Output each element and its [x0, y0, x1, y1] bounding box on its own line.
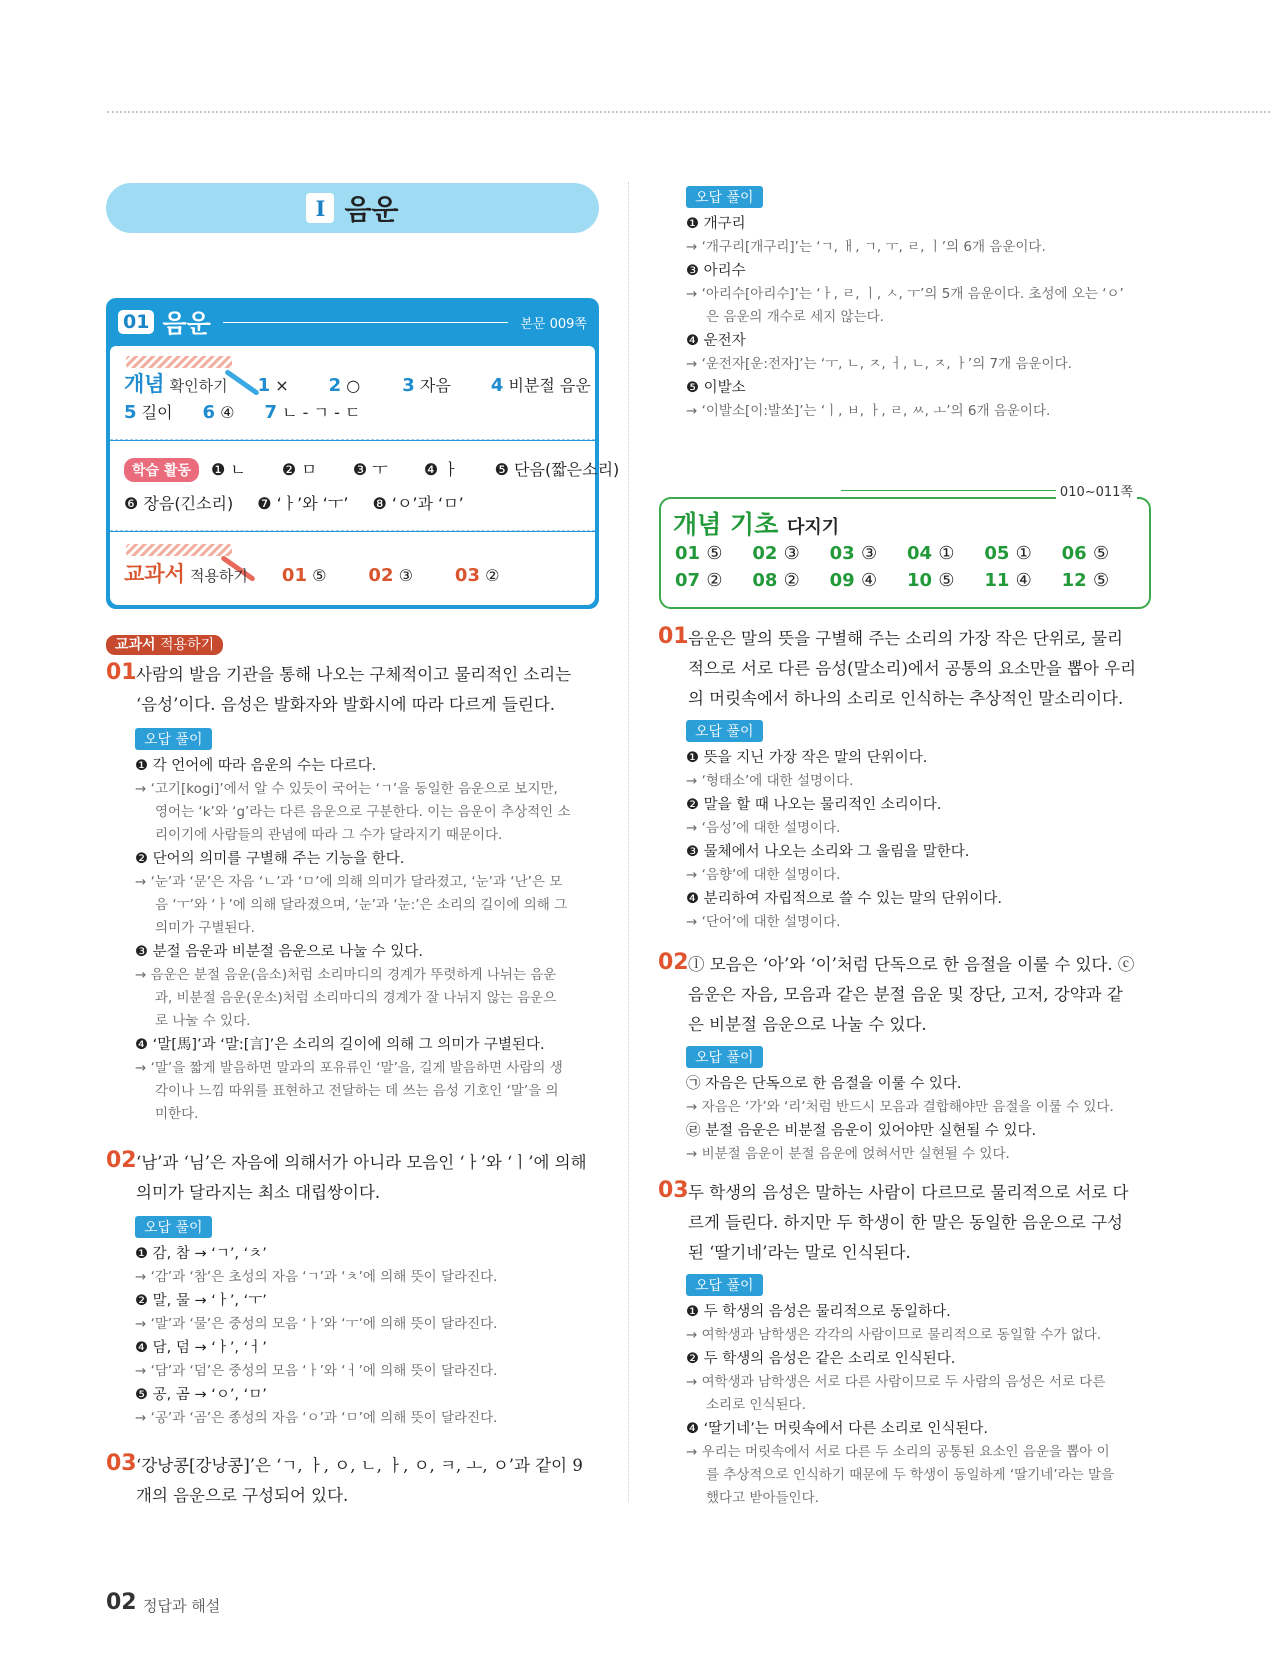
question-number: 02 — [658, 950, 689, 975]
question-text — [688, 624, 1153, 714]
answer-value: ⑤ — [706, 543, 723, 564]
wrong-answer-label: 오답 풀이 — [686, 1046, 763, 1068]
answer-number: 3 — [402, 375, 415, 396]
explanation-line: → ‘이발소[이:발쏘]’는 ‘ㅣ, ㅂ, ㅏ, ㄹ, ㅆ, ㅗ’의 6개 음운이다. — [686, 403, 1051, 419]
answer-number: 10 — [907, 570, 933, 591]
answer-number: 07 — [675, 570, 701, 591]
wrong-answer-label: 오답 풀이 — [686, 186, 763, 208]
text-line: 두 학생의 음성은 말하는 사람이 다르므로 물리적으로 서로 다 — [688, 1183, 1129, 1202]
explanation-line: → ‘운전자[운:전자]’는 ‘ㅜ, ㄴ, ㅈ, ㅓ, ㄴ, ㅈ, ㅏ’의 7개 음운이다. — [686, 356, 1072, 372]
answer-value: ① — [938, 543, 955, 564]
concept-check-row-1 — [124, 368, 591, 398]
answer-value: ‘ㅏ’와 ‘ㅜ’ — [276, 494, 349, 513]
answer-number: 1 — [257, 375, 271, 396]
answer-value: ⑤ — [1093, 543, 1110, 564]
explanation-line: → ‘감’과 ‘참’은 초성의 자음 ‘ㄱ’과 ‘ㅊ’에 의해 뜻이 달라진다. — [135, 1269, 498, 1285]
explanation-line: → ‘말’과 ‘물’은 중성의 모음 ‘ㅏ’와 ‘ㅜ’에 의해 뜻이 달라진다. — [135, 1316, 498, 1332]
footer-title: 정답과 해설 — [143, 1597, 221, 1615]
activity-row-2 — [124, 491, 464, 514]
explanation-line: → ‘고기[kogi]’에서 알 수 있듯이 국어는 ‘ㄱ’을 동일한 음운으로 보지만, — [135, 781, 558, 797]
answer-number: 01 — [675, 543, 701, 564]
badge-label: 교과서 — [115, 637, 156, 653]
text-line: 개의 음운으로 구성되어 있다. — [136, 1486, 349, 1505]
answer-value: ③ — [861, 543, 878, 564]
answer-number: 06 — [1061, 543, 1087, 564]
explanation-line: → ‘개구리[개구리]’는 ‘ㄱ, ㅐ, ㄱ, ㅜ, ㄹ, ㅣ’의 6개 음운이다. — [686, 239, 1046, 255]
question-text — [136, 660, 606, 720]
choice-heading: ❹ 담, 덤 → ‘ㅏ’, ‘ㅓ’ — [135, 1340, 267, 1356]
explanation-line: 로 나눌 수 있다. — [155, 1013, 251, 1029]
answer-value: ② — [485, 566, 500, 585]
concept-label-sub: 확인하기 — [169, 377, 228, 395]
answer-number: 05 — [984, 543, 1010, 564]
concept-title: 개념 기초 — [673, 510, 779, 539]
answer-number: 6 — [202, 402, 216, 423]
answer-number: ❹ — [423, 460, 439, 479]
right-q1-explanation — [686, 720, 1156, 934]
text-line: ⓛ 모음은 ‘아’와 ‘이’처럼 단독으로 한 음절을 이룰 수 있다. ⓒ — [688, 955, 1135, 974]
choice-heading: ❸ 분절 음운과 비분절 음운으로 나눌 수 있다. — [135, 944, 423, 960]
activity-row-1 — [124, 457, 619, 482]
text-line: 의미가 달라지는 최소 대립쌍이다. — [136, 1183, 381, 1202]
explanation-line: → ‘말’을 짧게 발음하면 말과의 포유류인 ‘말’을, 길게 발음하면 사람의 생 — [135, 1060, 563, 1076]
question-number: 01 — [658, 624, 689, 649]
answer-value: ② — [706, 570, 723, 591]
answer-value: ㄴ - ㄱ - ㄷ — [282, 403, 361, 422]
answer-value: × — [275, 376, 289, 395]
textbook-row — [124, 558, 499, 588]
question-text — [136, 1148, 606, 1208]
wrong-answer-label: 오답 풀이 — [686, 720, 763, 742]
choice-heading: ❹ ‘딸기네’는 머릿속에서 다른 소리로 인식된다. — [686, 1421, 988, 1437]
right-q3-explanation — [686, 1274, 1156, 1510]
answer-value: ③ — [398, 566, 413, 585]
answer-number: 12 — [1061, 570, 1087, 591]
choice-heading: ❺ 공, 곰 → ‘ㅇ’, ‘ㅁ’ — [135, 1387, 267, 1403]
choice-heading: ❸ 아리수 — [686, 263, 746, 279]
right-q2-explanation — [686, 1046, 1156, 1166]
text-line: 은 비분절 음운으로 나눌 수 있다. — [688, 1015, 927, 1034]
choice-heading: ❺ 이발소 — [686, 380, 746, 396]
explanation-line: → 음운은 분절 음운(음소)처럼 소리마디의 경계가 뚜렷하게 나뉘는 음운 — [135, 967, 557, 983]
explanation-line: → ‘아리수[아리수]’는 ‘ㅏ, ㄹ, ㅣ, ㅅ, ㅜ’의 5개 음운이다. 초성에 오는 ‘ㅇ’ — [686, 286, 1124, 302]
concept-basics-title — [673, 505, 839, 541]
question-number: 03 — [658, 1178, 689, 1203]
choice-heading: ㉠ 자음은 단독으로 한 음절을 이룰 수 있다. — [686, 1076, 962, 1092]
right-top-explanation — [686, 186, 1166, 423]
lesson-title: 음운 — [162, 309, 211, 338]
column-divider — [628, 182, 629, 1502]
choice-heading: ㉣ 분절 음운은 비분절 음운이 있어야만 실현될 수 있다. — [686, 1123, 1037, 1139]
text-line: 의 머릿속에서 하나의 소리로 인식하는 추상적인 말소리이다. — [688, 689, 1124, 708]
answer-value: ④ — [861, 570, 878, 591]
explanation-line: → ‘음성’에 대한 설명이다. — [686, 820, 841, 836]
answer-value: ㅏ — [443, 460, 459, 479]
explanation-line: → ‘담’과 ‘덤’은 중성의 모음 ‘ㅏ’와 ‘ㅓ’에 의해 뜻이 달라진다. — [135, 1363, 498, 1379]
choice-heading: ❹ 분리하여 자립적으로 쓸 수 있는 말의 단위이다. — [686, 891, 1003, 907]
answer-box — [106, 298, 620, 609]
explanation-line: 영어는 ‘k’와 ‘g’라는 다른 음운으로 구분한다. 이는 음운이 추상적인 소 — [155, 804, 571, 820]
page-reference: 본문 009쪽 — [520, 316, 587, 332]
textbook-badge — [106, 634, 223, 654]
explanation-line: → ‘공’과 ‘곰’은 종성의 자음 ‘ㅇ’과 ‘ㅁ’에 의해 뜻이 달라진다. — [135, 1410, 498, 1426]
answer-number: 03 — [454, 565, 480, 586]
text-line: ‘강낭콩[강낭콩]’은 ‘ㄱ, ㅏ, ㅇ, ㄴ, ㅏ, ㅇ, ㅋ, ㅗ, ㅇ’과 같이 9 — [136, 1456, 583, 1475]
choice-heading: ❹ 운전자 — [686, 333, 746, 349]
explanation-line: → 여학생과 남학생은 각각의 사람이므로 물리적으로 동일할 수가 없다. — [686, 1327, 1102, 1343]
answer-value: ⑤ — [938, 570, 955, 591]
page-number: 02 — [106, 1590, 137, 1615]
answer-number: ❽ — [372, 494, 387, 513]
answer-number: ❷ — [281, 460, 297, 479]
answer-number: 7 — [264, 402, 278, 423]
question-number: 02 — [106, 1148, 137, 1173]
text-line: 음운은 자음, 모음과 같은 분절 음운 및 장단, 고저, 강약과 같 — [688, 985, 1123, 1004]
left-q2 — [106, 1148, 606, 1208]
choice-heading: ❷ 두 학생의 음성은 같은 소리로 인식된다. — [686, 1351, 956, 1367]
answer-number: 02 — [752, 543, 778, 564]
concept-label: 개념 — [124, 372, 165, 396]
explanation-line: → 여학생과 남학생은 서로 다른 사람이므로 두 사람의 음성은 서로 다른 — [686, 1374, 1106, 1390]
answer-number: 4 — [490, 375, 504, 396]
explanation-line: 음 ‘ㅜ’와 ‘ㅏ’에 의해 달라졌으며, ‘눈’과 ‘눈:’은 소리의 길이에 의해 그 — [155, 897, 568, 913]
right-q2 — [658, 950, 1153, 1040]
answer-number: 5 — [124, 402, 137, 423]
explanation-line: 리이기에 사람들의 관념에 따라 그 수가 달라지기 때문이다. — [155, 827, 503, 843]
concept-check-row-2 — [124, 400, 360, 423]
choice-heading: ❶ 감, 참 → ‘ㄱ’, ‘ㅊ’ — [135, 1246, 267, 1262]
answer-value: ① — [1015, 543, 1032, 564]
lesson-number: 01 — [118, 310, 154, 334]
text-line: 된 ‘딸기네’라는 말로 인식된다. — [688, 1243, 911, 1262]
textbook-label-sub: 적용하기 — [189, 567, 248, 585]
wrong-answer-label: 오답 풀이 — [135, 728, 212, 750]
answer-number: ❺ — [494, 460, 509, 479]
explanation-line: 했다고 받아들인다. — [706, 1490, 819, 1506]
answer-number: ❶ — [210, 460, 226, 479]
concept-check-panel — [110, 346, 595, 440]
answer-value: 장음(긴소리) — [143, 494, 234, 513]
explanation-line: 미한다. — [155, 1106, 199, 1122]
answer-number: 2 — [328, 375, 342, 396]
explanation-line: → ‘눈’과 ‘문’은 자음 ‘ㄴ’과 ‘ㅁ’에 의해 의미가 달라졌고, ‘눈’과 ‘난’은 모 — [135, 874, 563, 890]
explanation-line: → 자음은 ‘가’와 ‘리’처럼 반드시 모음과 결합해야만 음절을 이룰 수 있다. — [686, 1099, 1114, 1115]
answer-value: 단음(짧은소리) — [514, 460, 620, 479]
answer-value: ㄴ — [230, 460, 246, 479]
choice-heading: ❸ 물체에서 나오는 소리와 그 울림을 말한다. — [686, 844, 970, 860]
choice-heading: ❹ ‘말[馬]’과 ‘말:[言]’은 소리의 길이에 의해 그 의미가 구별된다. — [135, 1037, 545, 1053]
choice-heading: ❷ 단어의 의미를 구별해 주는 기능을 한다. — [135, 851, 405, 867]
choice-heading: ❶ 개구리 — [686, 216, 746, 232]
answer-value: ㅜ — [372, 460, 388, 479]
explanation-line: 과, 비분절 음운(운소)처럼 소리마디의 경계가 잘 나뉘지 않는 음운으 — [155, 990, 557, 1006]
concept-answer-grid — [675, 543, 1139, 591]
choice-heading: ❶ 뜻을 지닌 가장 작은 말의 단위이다. — [686, 750, 928, 766]
badge-label-sub: 적용하기 — [160, 637, 215, 653]
answer-value: ④ — [220, 403, 235, 422]
explanation-line: 각이나 느낌 따위를 표현하고 전달하는 데 쓰는 음성 기호인 ‘말’을 의 — [155, 1083, 559, 1099]
question-number: 03 — [106, 1451, 137, 1476]
answer-number: 08 — [752, 570, 778, 591]
text-line: 사람의 발음 기관을 통해 나오는 구체적이고 물리적인 소리는 — [136, 665, 572, 684]
text-line: ‘음성’이다. 음성은 발화자와 발화시에 따라 다르게 들린다. — [136, 695, 556, 714]
explanation-line: → ‘음향’에 대한 설명이다. — [686, 867, 841, 883]
left-q2-explanation — [135, 1216, 605, 1430]
explanation-line: 소리로 인식된다. — [706, 1397, 806, 1413]
answer-value: 길이 — [141, 403, 173, 422]
explanation-line: 를 추상적으로 인식하기 때문에 두 학생이 동일하게 ‘딸기네’라는 말을 — [706, 1467, 1115, 1483]
section-banner — [106, 183, 599, 233]
activity-label: 학습 활동 — [124, 458, 199, 482]
section-numeral: Ⅰ — [306, 193, 334, 223]
text-line: 적으로 서로 다른 음성(말소리)에서 공통의 요소만을 뽑아 우리 — [688, 659, 1137, 678]
text-line: 르게 들린다. 하지만 두 학생이 한 말은 동일한 음운으로 구성 — [688, 1213, 1123, 1232]
question-text — [136, 1451, 606, 1511]
explanation-line: 은 음운의 개수로 세지 않는다. — [706, 309, 884, 325]
question-text — [688, 1178, 1153, 1268]
text-line: ‘남’과 ‘님’은 자음에 의해서가 아니라 모음인 ‘ㅏ’와 ‘ㅣ’에 의해 — [136, 1153, 587, 1172]
textbook-panel — [110, 532, 595, 605]
decor-stripe — [126, 356, 232, 368]
concept-basics-box — [659, 485, 1151, 609]
right-q1 — [658, 624, 1153, 714]
answer-value: 자음 — [419, 376, 451, 395]
answer-number: 02 — [368, 565, 394, 586]
answer-value: ④ — [1015, 570, 1032, 591]
answer-value: ㅁ — [301, 460, 317, 479]
answer-number: 04 — [907, 543, 933, 564]
answer-number: 01 — [281, 565, 307, 586]
wrong-answer-label: 오답 풀이 — [135, 1216, 212, 1238]
answer-number: 11 — [984, 570, 1010, 591]
left-q1-explanation — [135, 728, 605, 1126]
answer-value: ③ — [783, 543, 800, 564]
answer-number: ❼ — [257, 494, 272, 513]
answer-number: 09 — [829, 570, 855, 591]
decor-stripe — [126, 544, 232, 556]
answer-value: ○ — [346, 376, 361, 395]
top-dotted-rule — [107, 111, 1270, 113]
activity-panel — [110, 441, 620, 531]
header-rule — [223, 322, 509, 323]
answer-value: ‘ㅇ’과 ‘ㅁ’ — [391, 494, 464, 513]
left-q1 — [106, 660, 606, 720]
text-line: 음운은 말의 뜻을 구별해 주는 소리의 가장 작은 단위로, 물리 — [688, 629, 1123, 648]
explanation-line: → ‘형태소’에 대한 설명이다. — [686, 773, 854, 789]
answer-value: ② — [783, 570, 800, 591]
answer-number: 03 — [829, 543, 855, 564]
concept-title-sub: 다지기 — [787, 517, 840, 538]
answer-box-header — [118, 304, 587, 340]
right-q3 — [658, 1178, 1153, 1268]
textbook-label: 교과서 — [124, 562, 185, 586]
question-text — [688, 950, 1153, 1040]
section-title: 음운 — [344, 193, 399, 226]
answer-number: ❻ — [124, 494, 139, 513]
explanation-line: → 비분절 음운이 분절 음운에 얹혀서만 실현될 수 있다. — [686, 1146, 1010, 1162]
answer-value: ⑤ — [312, 566, 327, 585]
explanation-line: → ‘단어’에 대한 설명이다. — [686, 914, 841, 930]
answer-number: ❸ — [352, 460, 368, 479]
choice-heading: ❶ 각 언어에 따라 음운의 수는 다르다. — [135, 758, 377, 774]
choice-heading: ❶ 두 학생의 음성은 물리적으로 동일하다. — [686, 1304, 951, 1320]
answer-value: ⑤ — [1093, 570, 1110, 591]
choice-heading: ❷ 말을 할 때 나오는 물리적인 소리이다. — [686, 797, 942, 813]
wrong-answer-label: 오답 풀이 — [686, 1274, 763, 1296]
question-number: 01 — [106, 660, 137, 685]
explanation-line: 의미가 구별된다. — [155, 920, 255, 936]
answer-value: 비분절 음운 — [508, 376, 591, 395]
page-reference: 010∼011쪽 — [1056, 481, 1137, 500]
choice-heading: ❷ 말, 물 → ‘ㅏ’, ‘ㅜ’ — [135, 1293, 267, 1309]
explanation-line: → 우리는 머릿속에서 서로 다른 두 소리의 공통된 요소인 음운을 뽑아 이 — [686, 1444, 1110, 1460]
left-q3 — [106, 1451, 606, 1511]
